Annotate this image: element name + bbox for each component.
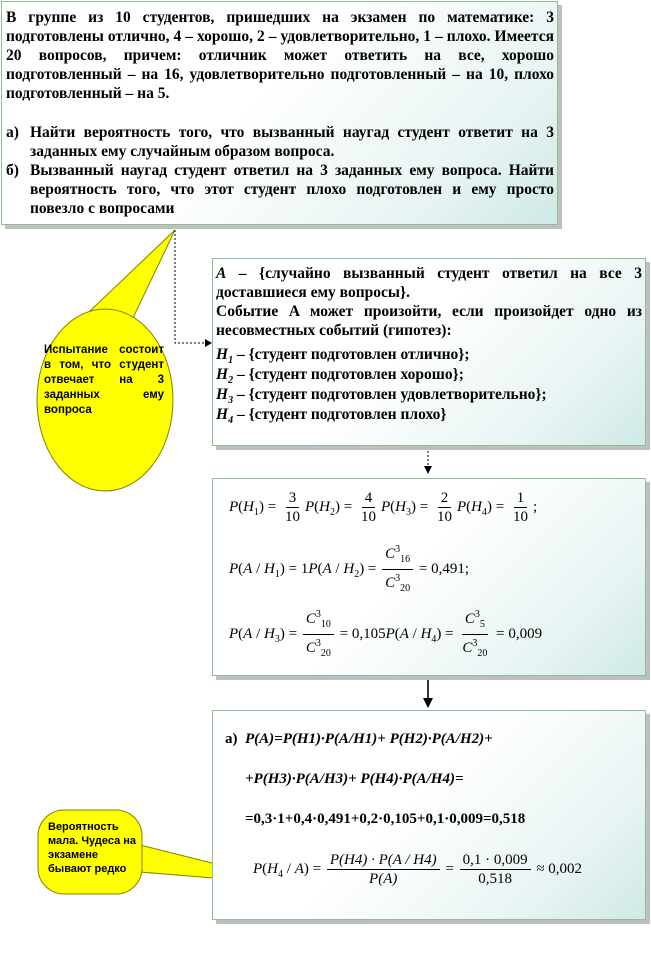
callout-1-text: Испытание состоит в том, что студент отвечает на 3 заданных ему вопроса <box>44 344 164 416</box>
problem-box <box>1 1 558 225</box>
problem-b-text: Вызванный наугад студент ответил на 3 заданных ему вопроса. Найти вероятность того, что этот студент плохо подготовлен и ему просто повезло с вопросами <box>30 162 554 217</box>
solution-line-3: =0,3·1+0,4·0,491+0,2·0,105+0,1·0,009=0,518 <box>245 811 526 827</box>
probabilities-box <box>212 478 646 676</box>
hypothesis-h4: $H_4$ – {студент подготовлен плохо} <box>216 406 447 427</box>
dotted-connector <box>175 230 205 343</box>
solution-line-2: +P(H3)·P(A/H3)+ P(H4)·P(A/H4)= <box>245 771 464 787</box>
problem-intro: В группе из 10 студентов, пришедших на экзамен по математике: 3 подготовлены отлично, 4 – хорошо, 2 – удовлетворительно, 1 – плохо. Имеется 20 вопросов, причем: отличник может ответить на все, хорошо подготовленный – на 16, удовлетворительно подготовленный – на 10, плохо подготовленный – на 5. <box>6 9 554 102</box>
callout-2-text: Вероятность мала. Чудеса на экзамене бывают редко <box>48 821 137 875</box>
event-a-symbol: A <box>216 265 227 282</box>
event-a-definition <box>216 264 642 302</box>
problem-a-text: Найти вероятность того, что вызванный наугад студент ответит на 3 заданных ему случайным образом вопроса. <box>30 124 554 160</box>
solution-box <box>212 710 646 920</box>
conditional-probabilities-1-2: $P(A / H_1) = 1P(A / H_2)$ = $\frac{C^3_{16}}{C^3_{20}}$ = 0,491; <box>229 541 469 598</box>
prior-probabilities: $P(H_1)$ = $\frac{3}{10}$ $P(H_2)$ = $\frac{4}{10}$ $P(H_3)$ = $\frac{2}{10}$ $P(H_4)$ = $\frac{1}{10}$ ; <box>229 490 538 525</box>
event-line: Событие A может произойти, если произойдет одно из несовместных событий (гипотез): <box>216 303 642 339</box>
hypothesis-h1: $H_1$ – {студент подготовлен отлично}; <box>216 346 470 367</box>
hypothesis-h3: $H_3$ – {студент подготовлен удовлетворительно}; <box>216 386 547 407</box>
hypotheses-box <box>212 258 646 446</box>
conditional-probabilities-3-4: $P(A / H_3)$ = $\frac{C^3_{10}}{C^3_{20}}$ = $0,105P(A / H_4)$ = $\frac{C^3_5}{C^3_{20}}$ = 0,009 <box>229 606 542 663</box>
hypothesis-h2: $H_2$ – {студент подготовлен хорошо}; <box>216 366 464 387</box>
solution-line-1: а) P(A)=P(H1)·P(A/H1)+ P(H2)·P(A/H2)+ <box>225 731 493 747</box>
event-a-text: – {случайно вызванный студент ответил на все 3 доставшиеся ему вопросы}. <box>216 265 642 301</box>
bayes-formula: $P(H_4 / A)$ = $\frac{P(H4) \cdot P(A / H4)}{P(A)}$ = $\frac{0,1 \cdot 0,009}{0,518}$ ≈ 0,002 <box>253 852 583 887</box>
problem-a-marker: а) <box>6 124 19 141</box>
problem-b-marker: б) <box>6 162 19 179</box>
